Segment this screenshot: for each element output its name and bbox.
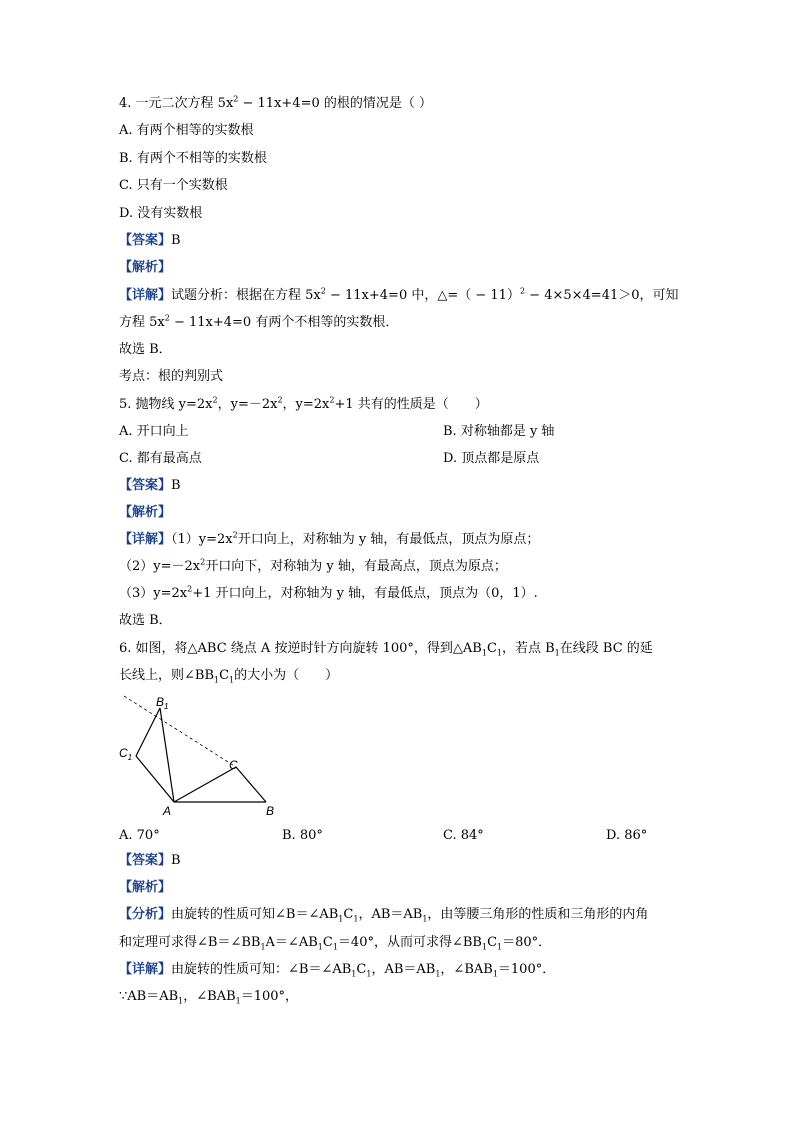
detail-tag: 【详解】 bbox=[119, 962, 172, 977]
q4-stem: 4. 一元二次方程 $5x^2 - 11x+4=0$ 的根的情况是（ ） bbox=[119, 94, 432, 111]
q5-detail-line-3: $(3)y=2x^2+1$ 开口向上，对称轴为 y 轴，有最低点，顶点为（0，1）. bbox=[119, 584, 538, 601]
q5-option-d: D. 顶点都是原点 bbox=[443, 451, 540, 466]
q4-option-d: D. 没有实数根 bbox=[119, 206, 203, 221]
dashed-extension-line bbox=[124, 696, 236, 767]
q5-option-c: C. 都有最高点 bbox=[119, 451, 202, 466]
q6-fenxi-line-1: 【分析】由旋转的性质可知$\angle B=\angle AB_1C_1$，$AB=AB_1$，由等腰三角形的性质和三角形的内角 bbox=[119, 907, 649, 924]
q4-conclusion: 故选 B． bbox=[119, 342, 172, 357]
superscript-2: 2 bbox=[233, 94, 239, 104]
segment-b1-c1 bbox=[136, 708, 160, 756]
q5-conclusion: 故选 B． bbox=[119, 613, 172, 628]
detail-tag: 【详解】 bbox=[119, 532, 172, 547]
q5-answer: 【答案】B bbox=[119, 478, 181, 493]
q4-option-b: B. 有两个不相等的实数根 bbox=[119, 151, 267, 166]
label-c1: $C_1$ bbox=[119, 746, 133, 762]
answer-tag: 【答案】 bbox=[119, 853, 172, 868]
q6-option-a: A. 70° bbox=[119, 828, 160, 843]
q5-stem: 5. 抛物线 $y=2x^2$，$y=-2x^2$，$y=2x^2+1$ 共有的性质是（ ） bbox=[119, 395, 488, 412]
label-b: B bbox=[266, 804, 275, 818]
q6-answer: 【答案】B bbox=[119, 853, 181, 868]
q6-fenxi-line-2: 和定理可求得$\angle B=\angle BB_1A=\angle AB_1C_1=40^\circ$，从而可求得$\angle BB_1C_1=80^\circ$． bbox=[119, 935, 552, 952]
q6-option-c: C. 84° bbox=[443, 828, 484, 843]
q4-detail-line-2: 方程 $5x^2 - 11x+4=0$ 有两个不相等的实数根． bbox=[119, 313, 399, 330]
q4-option-a: A. 有两个相等的实数根 bbox=[119, 123, 254, 138]
q6-option-d: D. 86° bbox=[606, 828, 648, 843]
q6-analysis bbox=[119, 880, 171, 896]
q4-answer: 【答案】B bbox=[119, 233, 181, 248]
segment-a-c bbox=[174, 767, 236, 802]
detail-tag: 【详解】 bbox=[119, 288, 172, 303]
q4-analysis bbox=[119, 260, 171, 276]
q4-option-c: C. 只有一个实数根 bbox=[119, 178, 228, 193]
q5-option-a: A. 开口向上 bbox=[119, 424, 189, 439]
label-c: C bbox=[229, 758, 238, 772]
label-b1: $B_1$ bbox=[156, 695, 169, 711]
q5-detail-line-2: $(2)y=-2x^2$开口向下，对称轴为 y 轴，有最高点，顶点为原点； bbox=[119, 557, 507, 574]
label-a: A bbox=[163, 804, 172, 818]
q5-detail-line-1: 【详解】$(1)y=2x^2$开口向上，对称轴为 y 轴，有最低点，顶点为原点； bbox=[119, 530, 540, 547]
analysis-tag: 【解析】 bbox=[119, 880, 172, 895]
q5-analysis bbox=[119, 505, 171, 521]
segment-c-b bbox=[236, 767, 266, 802]
q4-detail-line-1: 【详解】试题分析：根据在方程 $5x^2 - 11x+4=0$ 中，△=（ − 11）$^2$ − 4×5×4=41＞0，可知 bbox=[119, 286, 679, 303]
analysis-tag: 【解析】 bbox=[119, 260, 172, 275]
answer-tag: 【答案】 bbox=[119, 478, 172, 493]
q6-stem-line-1: 6. 如图，将△ABC 绕点 A 按逆时针方向旋转 100°，得到$\triangle AB_1C_1$，若点 $B_1$在线段 BC 的延 bbox=[119, 641, 653, 658]
analysis-tag: 【解析】 bbox=[119, 505, 172, 520]
q4-kaodian: 考点：根的判别式 bbox=[119, 369, 224, 384]
q6-detail-line-2: $\because AB=AB_1$，$\angle BAB_1=100^\circ$， bbox=[119, 989, 299, 1006]
answer-tag: 【答案】 bbox=[119, 233, 172, 248]
q5-option-b: B. 对称轴都是 y 轴 bbox=[443, 424, 555, 439]
q6-detail-line-1: 【详解】由旋转的性质可知：$\angle B=\angle AB_1C_1$，$AB=AB_1$，$\angle BAB_1=100^\circ$． bbox=[119, 962, 556, 979]
q6-option-b: B. 80° bbox=[282, 828, 323, 843]
triangle-rotation-figure bbox=[110, 690, 290, 820]
fenxi-tag: 【分析】 bbox=[119, 907, 172, 922]
q6-stem-line-2: 长线上，则$\angle BB_1C_1$的大小为（ ） bbox=[119, 668, 339, 685]
